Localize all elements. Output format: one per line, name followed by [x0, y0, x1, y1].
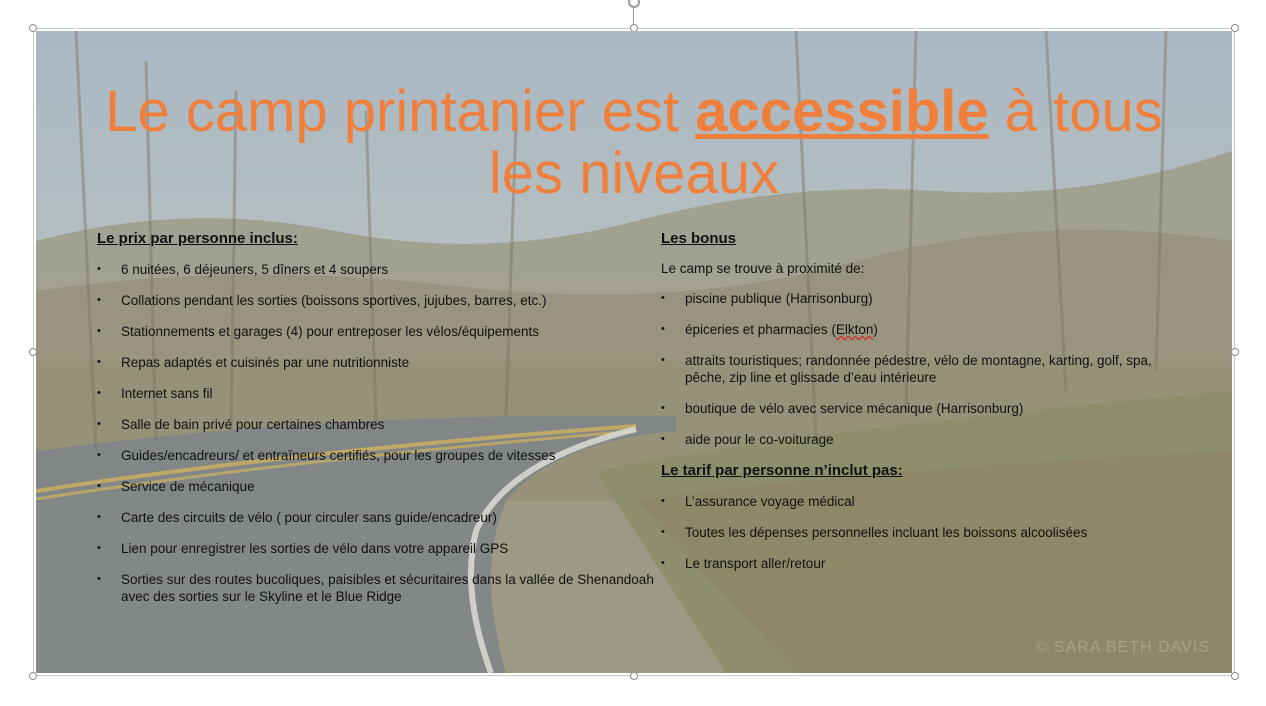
bonus-heading: Les bonus [661, 230, 737, 247]
list-item: • Sorties sur des routes bucoliques, paisibles et sécuritaires dans la vallée de Shenandoah avec des sorties sur le Skyline et le Blue Ridge [97, 571, 657, 605]
resize-handle-bottom[interactable] [630, 672, 638, 680]
list-item: • Internet sans fil [97, 385, 657, 402]
list-item: • boutique de vélo avec service mécanique (Harrisonburg) [661, 400, 1181, 417]
photo-watermark: © SARA BETH DAVIS [1035, 639, 1210, 656]
list-item-text-end: ) [873, 322, 878, 337]
list-item: • Carte des circuits de vélo ( pour circuler sans guide/encadreur) [97, 509, 657, 526]
list-item [661, 321, 1181, 338]
title-text-start: Le camp printanier est [105, 79, 696, 144]
list-item: • piscine publique (Harrisonburg) [661, 290, 1181, 307]
slide-title[interactable] [76, 81, 1192, 205]
title-text-end: à tous les niveaux [488, 79, 1163, 206]
list-item: • Stationnements et garages (4) pour entreposer les vélos/équipements [97, 323, 657, 340]
list-item: • 6 nuitées, 6 déjeuners, 5 dîners et 4 soupers [97, 261, 657, 278]
list-item: • Le transport aller/retour [661, 555, 1181, 572]
list-item-text: épiceries et pharmacies ( [685, 322, 836, 337]
bonus-list [661, 290, 1181, 448]
included-heading: Le prix par personne inclus: [97, 230, 298, 247]
resize-handle-top-right[interactable] [1231, 24, 1239, 32]
bonus-textbox[interactable] [661, 230, 1181, 586]
bonus-intro: Le camp se trouve à proximité de: [661, 261, 865, 276]
list-item: • attraits touristiques; randonnée pédestre, vélo de montagne, karting, golf, spa, pêche, zip line et glissade d’eau intérieure [661, 352, 1181, 386]
excluded-heading: Le tarif par personne n’inclut pas: [661, 462, 903, 479]
list-item: • Service de mécanique [97, 478, 657, 495]
excluded-list [661, 493, 1181, 572]
rotate-handle[interactable] [628, 0, 640, 8]
list-item: • Guides/encadreurs/ et entraîneurs certifiés, pour les groupes de vitesses [97, 447, 657, 464]
spellcheck-word: Elkton [835, 322, 874, 337]
list-item: • L’assurance voyage médical [661, 493, 1181, 510]
list-item: • Repas adaptés et cuisinés par une nutritionniste [97, 354, 657, 371]
list-item: • Salle de bain privé pour certaines chambres [97, 416, 657, 433]
included-textbox[interactable] [97, 230, 657, 619]
list-item: • Collations pendant les sorties (boissons sportives, jujubes, barres, etc.) [97, 292, 657, 309]
list-item: • Lien pour enregistrer les sorties de vélo dans votre appareil GPS [97, 540, 657, 557]
list-item: • Toutes les dépenses personnelles incluant les boissons alcoolisées [661, 524, 1181, 541]
title-emphasis: accessible [695, 79, 989, 144]
list-item: • aide pour le co-voiturage [661, 431, 1181, 448]
resize-handle-right[interactable] [1231, 348, 1239, 356]
slide[interactable] [36, 31, 1232, 673]
resize-handle-bottom-left[interactable] [29, 672, 37, 680]
resize-handle-bottom-right[interactable] [1231, 672, 1239, 680]
included-list [97, 261, 657, 605]
